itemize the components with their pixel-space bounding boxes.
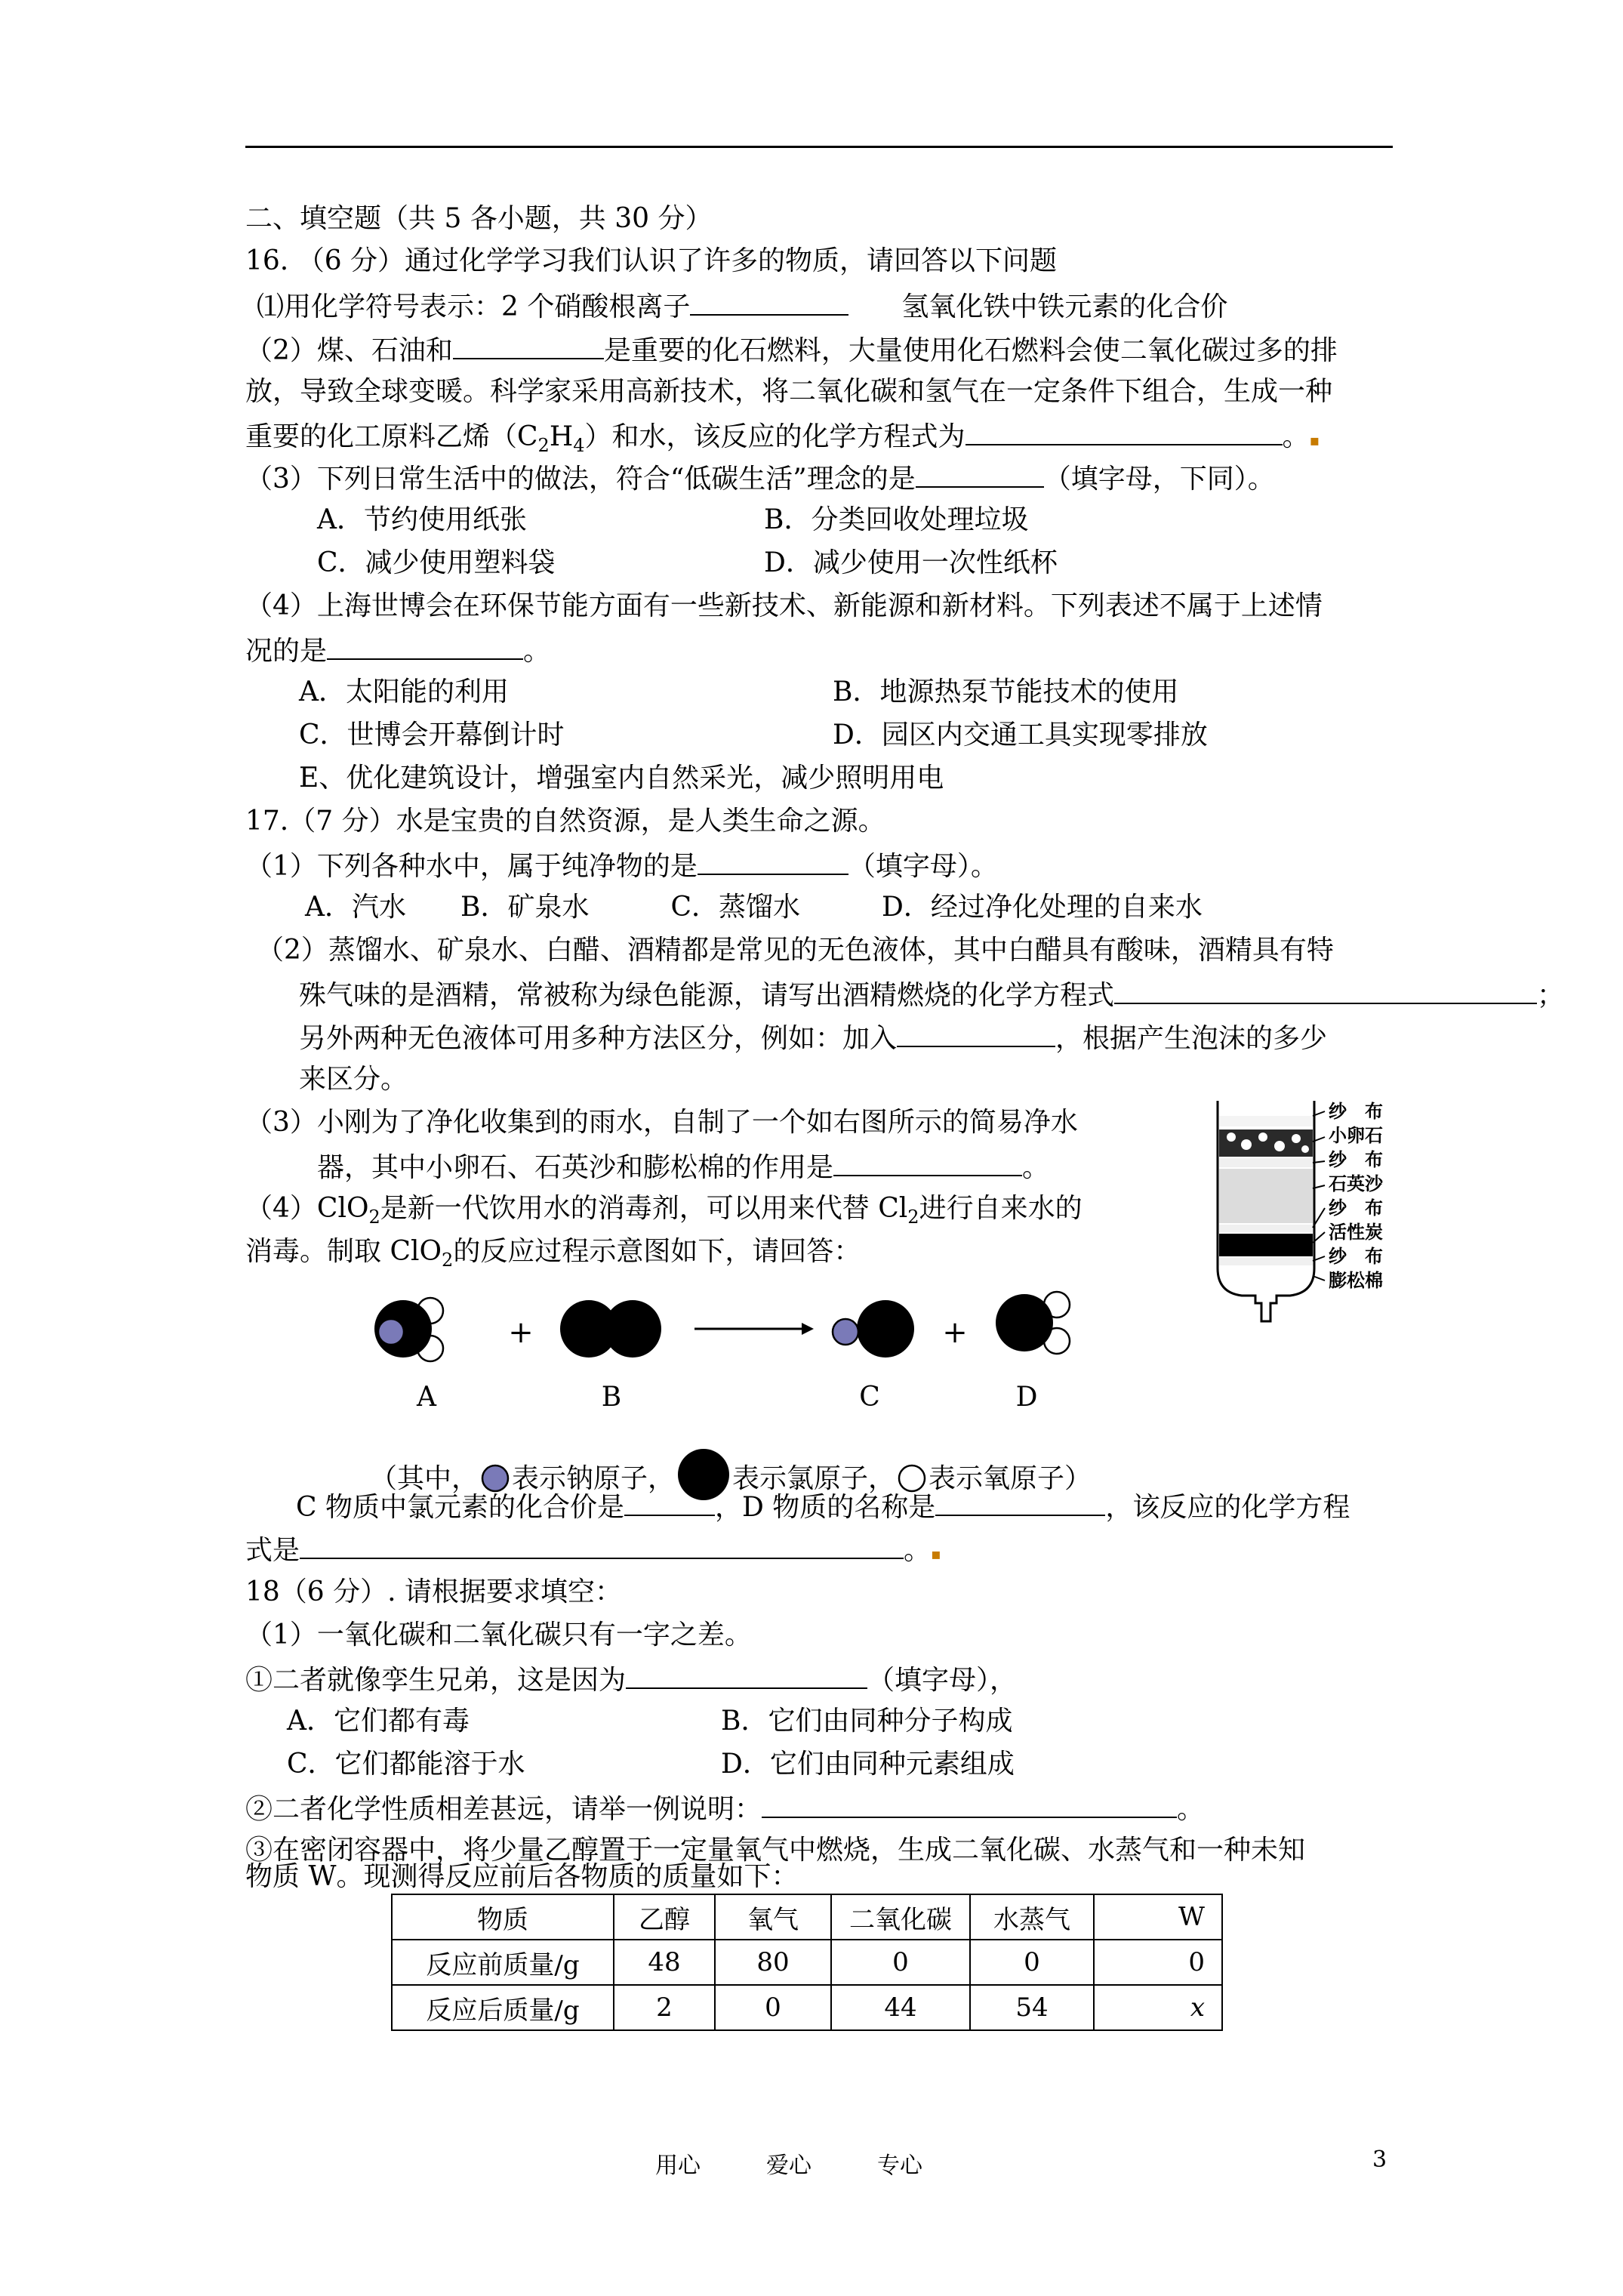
- table-cell: 2: [614, 1985, 715, 2030]
- q16-p4-option-c: C．世博会开幕倒计时: [299, 720, 565, 750]
- text: ①二者就像孪生兄弟，这是因为: [245, 1665, 627, 1696]
- text: ）和水，该反应的化学方程式为: [584, 421, 965, 452]
- table-cell: 44: [831, 1985, 970, 2030]
- subscript: 2: [907, 1207, 919, 1228]
- table-cell: 0: [831, 1940, 970, 1985]
- text: （4）ClO: [245, 1193, 369, 1224]
- molecule-a: [374, 1298, 443, 1361]
- subscript: 4: [573, 435, 585, 456]
- q16-stem: 16. （6 分）通过化学学习我们认识了许多的物质，请回答以下问题: [245, 245, 1058, 276]
- mark: ▪: [1309, 431, 1320, 449]
- q16-part2-line2: 放，导致全球变暖。科学家采用高新技术，将二氧化碳和氢气在一定条件下组合，生成一种: [245, 376, 1333, 407]
- table-cell: 48: [614, 1940, 715, 1985]
- gauze-layer-4: [1219, 1258, 1313, 1265]
- text: H: [549, 421, 574, 452]
- q17-part3-line2: [317, 1149, 1049, 1185]
- answer-blank[interactable]: [897, 1020, 1055, 1047]
- answer-blank[interactable]: [762, 1791, 1177, 1818]
- table-cell: 反应后质量/g: [392, 1985, 614, 2030]
- text: ，D 物质的名称是: [715, 1492, 936, 1523]
- text: 。: [523, 636, 551, 667]
- text: 。: [1022, 1152, 1050, 1183]
- text: 式是: [245, 1535, 300, 1566]
- label-b: B: [601, 1382, 622, 1413]
- mark: ▪: [931, 1545, 941, 1563]
- q17-part2-line4: 来区分。: [299, 1064, 408, 1095]
- q16-part2-line3: [245, 418, 1320, 462]
- table-header-cell: 氧气: [715, 1894, 831, 1940]
- q17-part4-line2: [245, 1235, 861, 1277]
- answer-blank[interactable]: [327, 633, 523, 660]
- q16-part3: [245, 461, 1275, 496]
- table-cell: 0: [715, 1985, 831, 2030]
- q16-part4-line1: （4）上海世博会在环保节能方面有一些新技术、新能源和新材料。下列表述不属于上述情: [245, 590, 1323, 621]
- text: 进行自来水的: [919, 1193, 1083, 1224]
- q16-p4-option-e: E、优化建筑设计，增强室内自然采光，减少照明用电: [299, 763, 944, 794]
- gauze-layer: [1219, 1116, 1313, 1126]
- table-cell: 54: [970, 1985, 1094, 2030]
- filter-label: 纱 布: [1329, 1101, 1383, 1122]
- molecule-c: [833, 1300, 914, 1358]
- table-cell: x: [1094, 1985, 1222, 2030]
- text: （填字母），: [867, 1665, 1018, 1696]
- filter-label: 膨松棉: [1329, 1270, 1383, 1291]
- filter-label: 纱 布: [1329, 1197, 1383, 1219]
- q17-part5-line1: [296, 1489, 1350, 1524]
- table-cell: 反应前质量/g: [392, 1940, 614, 1985]
- text: ；: [1537, 980, 1565, 1011]
- table-header-row: [392, 1894, 1222, 1940]
- q18-sub3-line2: 物质 W。现测得反应前后各物质的质量如下：: [245, 1861, 799, 1892]
- answer-blank[interactable]: [965, 418, 1283, 445]
- table-header-cell: 物质: [392, 1894, 614, 1940]
- label-d: D: [1015, 1382, 1038, 1413]
- page-number: 3: [1372, 2147, 1387, 2173]
- table-header-cell: 二氧化碳: [831, 1894, 970, 1940]
- table-header-cell: 水蒸气: [970, 1894, 1094, 1940]
- filter-label: 纱 布: [1329, 1149, 1383, 1170]
- q17-part1: [245, 848, 998, 883]
- q17-part3-line1: （3）小刚为了净化收集到的雨水，自制了一个如右图所示的简易净水: [245, 1107, 1078, 1138]
- table-cell: 0: [1094, 1940, 1222, 1985]
- q16-p4-option-d: D．园区内交通工具实现零排放: [833, 720, 1208, 750]
- filter-label: 石英沙: [1329, 1173, 1383, 1194]
- text: ，根据产生泡沫的多少: [1055, 1023, 1328, 1054]
- text: （1）下列各种水中，属于纯净物的是: [245, 851, 698, 882]
- q16-p4-option-a: A．太阳能的利用: [299, 676, 509, 707]
- text: 表示氧原子）: [929, 1463, 1092, 1494]
- subscript: 2: [442, 1250, 454, 1271]
- q16-part4-line2: [245, 633, 550, 668]
- text: 器，其中小卵石、石英沙和膨松棉的作用是: [317, 1152, 834, 1183]
- text: 殊气味的是酒精，常被称为绿色能源，请写出酒精燃烧的化学方程式: [299, 980, 1115, 1011]
- text: （其中，: [370, 1463, 479, 1494]
- table-cell: 80: [715, 1940, 831, 1985]
- gauze-layer-3: [1219, 1225, 1313, 1232]
- quartz-sand-layer: [1219, 1169, 1313, 1223]
- text: 。: [1177, 1794, 1205, 1825]
- water-filter-diagram: [1212, 1095, 1415, 1329]
- q18-option-d: D．它们由同种元素组成: [721, 1749, 1015, 1780]
- text: 是重要的化石燃料，大量使用化石燃料会使二氧化碳过多的排: [603, 335, 1338, 366]
- text: 。: [1282, 421, 1310, 452]
- footer-motto-1: 用心: [655, 2153, 701, 2179]
- q18-stem: 18（6 分）. 请根据要求填空：: [245, 1576, 623, 1607]
- mass-table: [391, 1894, 1223, 2031]
- plus-sign: +: [942, 1315, 968, 1350]
- q18-sub1: [245, 1662, 1017, 1697]
- text: ，该反应的化学方程: [1105, 1492, 1350, 1523]
- q18-option-a: A．它们都有毒: [287, 1706, 470, 1737]
- table-row: [392, 1940, 1222, 1985]
- q16-p3-option-d: D．减少使用一次性纸杯: [764, 547, 1058, 578]
- footer-motto-3: 专心: [877, 2153, 922, 2179]
- text: C 物质中氯元素的化合价是: [296, 1492, 624, 1523]
- table-cell: 0: [970, 1940, 1094, 1985]
- subscript: 2: [537, 435, 550, 456]
- q16-part1-text-b: 氢氧化铁中铁元素的化合价: [901, 291, 1228, 322]
- q17-part1-options: A．汽水 B．矿泉水 C．蒸馏水 D．经过净化处理的自来水: [305, 892, 1203, 923]
- q18-sub3-line1: ③在密闭容器中，将少量乙醇置于一定量氧气中燃烧，生成二氧化碳、水蒸气和一种未知: [245, 1835, 1306, 1866]
- gauze-layer-2: [1219, 1158, 1313, 1167]
- filter-label: 小卵石: [1329, 1125, 1383, 1146]
- q16-part1: [257, 288, 1227, 324]
- q18-option-b: B．它们由同种分子构成: [721, 1706, 1013, 1737]
- filter-label: 活性炭: [1329, 1222, 1383, 1243]
- text: 表示氯原子，: [732, 1463, 896, 1494]
- arrow-head: [802, 1323, 814, 1335]
- table-header-cell: 乙醇: [614, 1894, 715, 1940]
- text: 的反应过程示意图如下，请回答：: [453, 1236, 861, 1267]
- text: 另外两种无色液体可用多种方法区分，例如：加入: [299, 1023, 898, 1054]
- text: ②二者化学性质相差甚远，请举一例说明：: [245, 1794, 762, 1825]
- q18-part1: （1）一氧化碳和二氧化碳只有一字之差。: [245, 1620, 752, 1650]
- q16-part2-line1: [245, 332, 1338, 368]
- answer-blank[interactable]: [624, 1489, 715, 1516]
- q16-part1-text: ⑴用化学符号表示：2 个硝酸根离子: [257, 291, 691, 322]
- answer-blank[interactable]: [300, 1532, 904, 1559]
- label-a: A: [417, 1382, 436, 1413]
- answer-blank[interactable]: [453, 332, 604, 359]
- q17-part2-line1: （2）蒸馏水、矿泉水、白醋、酒精都是常见的无色液体，其中白醋具有酸味，酒精具有特: [257, 935, 1334, 966]
- answer-blank[interactable]: [626, 1662, 867, 1689]
- q17-part5-line2: [245, 1532, 941, 1570]
- label-c: C: [859, 1382, 880, 1413]
- answer-blank[interactable]: [935, 1489, 1105, 1516]
- plus-sign: +: [508, 1315, 534, 1350]
- answer-blank[interactable]: [1114, 977, 1537, 1004]
- text: 。: [904, 1535, 932, 1566]
- q17-part4-line1: [245, 1192, 1083, 1234]
- text: 况的是: [245, 636, 328, 667]
- text: 消毒。制取 ClO: [245, 1236, 442, 1267]
- molecule-b: [560, 1300, 661, 1358]
- molecule-d: [996, 1292, 1070, 1354]
- activated-carbon-layer: [1219, 1234, 1313, 1256]
- text: 是新一代饮用水的消毒剂，可以用来代替 Cl: [380, 1193, 908, 1224]
- answer-blank[interactable]: [698, 848, 848, 875]
- answer-blank[interactable]: [916, 461, 1044, 488]
- footer-motto-2: 爱心: [766, 2153, 812, 2179]
- answer-blank[interactable]: [690, 288, 848, 316]
- answer-blank[interactable]: [833, 1149, 1022, 1176]
- subscript: 2: [368, 1207, 380, 1228]
- text: （2）煤、石油和: [245, 335, 453, 366]
- header-rule: [245, 146, 1393, 148]
- text: （填字母，下同）。: [1043, 464, 1275, 495]
- q16-p3-option-a: A．节约使用纸张: [317, 504, 527, 535]
- text: 表示钠原子，: [512, 1463, 676, 1494]
- text: （填字母）。: [848, 851, 998, 882]
- q16-p4-option-b: B．地源热泵节能技术的使用: [833, 676, 1179, 707]
- section-heading: 二、填空题（共 5 各小题，共 30 分）: [245, 203, 713, 234]
- q17-part2-line3: [299, 1020, 1327, 1056]
- q16-p3-option-b: B．分类回收处理垃圾: [764, 504, 1029, 535]
- q16-p3-option-c: C．减少使用塑料袋: [317, 547, 556, 578]
- table-row: [392, 1985, 1222, 2030]
- text: 重要的化工原料乙烯（C: [245, 421, 538, 452]
- q17-stem: 17.（7 分）水是宝贵的自然资源，是人类生命之源。: [245, 806, 885, 837]
- q18-sub2: [245, 1791, 1204, 1826]
- text: （3）下列日常生活中的做法，符合“低碳生活”理念的是: [245, 464, 916, 495]
- filter-label: 纱 布: [1329, 1246, 1383, 1267]
- q17-part2-line2: [299, 977, 1564, 1012]
- reaction-diagram: [362, 1276, 1087, 1419]
- table-header-cell: W: [1094, 1894, 1222, 1940]
- q18-option-c: C．它们都能溶于水: [287, 1749, 525, 1780]
